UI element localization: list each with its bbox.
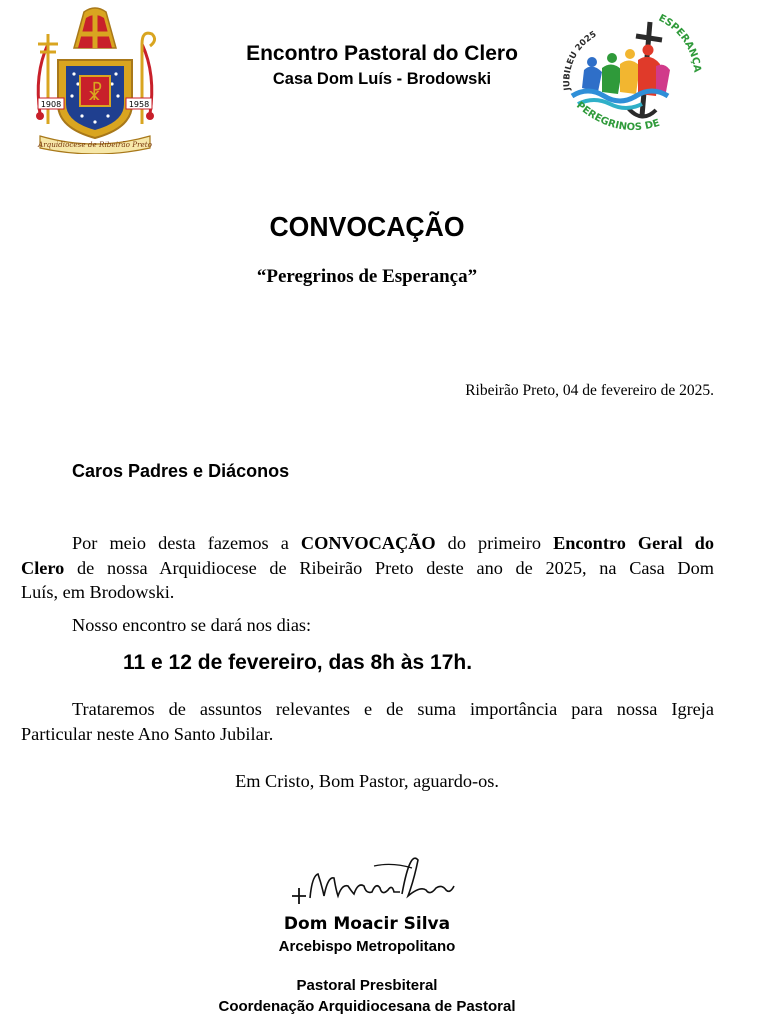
bold-event-name-end: Clero <box>21 557 65 578</box>
event-dates: 11 e 12 de fevereiro, das 8h às 17h. <box>123 651 473 674</box>
svg-text:PEREGRINOS DE: PEREGRINOS DE <box>574 99 662 134</box>
svg-text:1958: 1958 <box>128 100 150 109</box>
paragraph-line: Trataremos de assuntos relevantes e de suma importância para nossa Igreja <box>72 699 714 719</box>
document-title: CONVOCAÇÃO <box>269 211 465 242</box>
footer-pastoral-presbiteral: Pastoral Presbiteral <box>296 977 438 994</box>
paragraph-line: Luís, em Brodowski. <box>21 582 175 602</box>
dateline: Ribeirão Preto, 04 de fevereiro de 2025. <box>465 382 714 399</box>
bold-convocacao: CONVOCAÇÃO <box>300 533 436 553</box>
text-run: de nossa Arquidiocese de Ribeirão Preto deste ano de 2025, na Casa Dom <box>64 557 714 578</box>
footer-coordination: Coordenação Arquidiocesana de Pastoral <box>218 998 516 1015</box>
svg-text:Arquidiocese de Ribeirão Preto: Arquidiocese de Ribeirão Preto <box>38 140 152 149</box>
text-run: do primeiro <box>435 533 554 553</box>
paragraph-dates-intro: Nosso encontro se dará nos dias: <box>72 615 312 635</box>
svg-text:JUBILEU 2025: JUBILEU 2025 <box>562 29 599 91</box>
bold-event-name: Encontro Geral do <box>553 533 714 553</box>
svg-text:1908: 1908 <box>40 100 62 109</box>
document-motto: “Peregrinos de Esperança” <box>256 266 478 287</box>
paragraph-topics <box>21 697 714 746</box>
greeting: Caros Padres e Diáconos <box>72 461 290 481</box>
handwritten-signature <box>282 846 458 912</box>
signatory-role: Arcebispo Metropolitano <box>278 938 456 955</box>
text-run: Por meio desta fazemos a <box>72 533 301 553</box>
closing-line: Em Cristo, Bom Pastor, aguardo-os. <box>235 771 499 791</box>
paragraph-line: Particular neste Ano Santo Jubilar. <box>21 723 274 744</box>
svg-text:ESPERANÇA: ESPERANÇA <box>656 12 703 74</box>
signatory-name: Dom Moacir Silva <box>283 914 451 934</box>
paragraph-convocation <box>21 531 714 605</box>
jubilee-2025-logo-icon <box>558 12 708 147</box>
header-subtitle: Casa Dom Luís - Brodowski <box>272 70 492 88</box>
paragraph-line <box>21 556 714 581</box>
svg-text:☧: ☧ <box>87 81 103 105</box>
paragraph-line <box>21 531 714 556</box>
header-title: Encontro Pastoral do Clero <box>246 42 518 65</box>
